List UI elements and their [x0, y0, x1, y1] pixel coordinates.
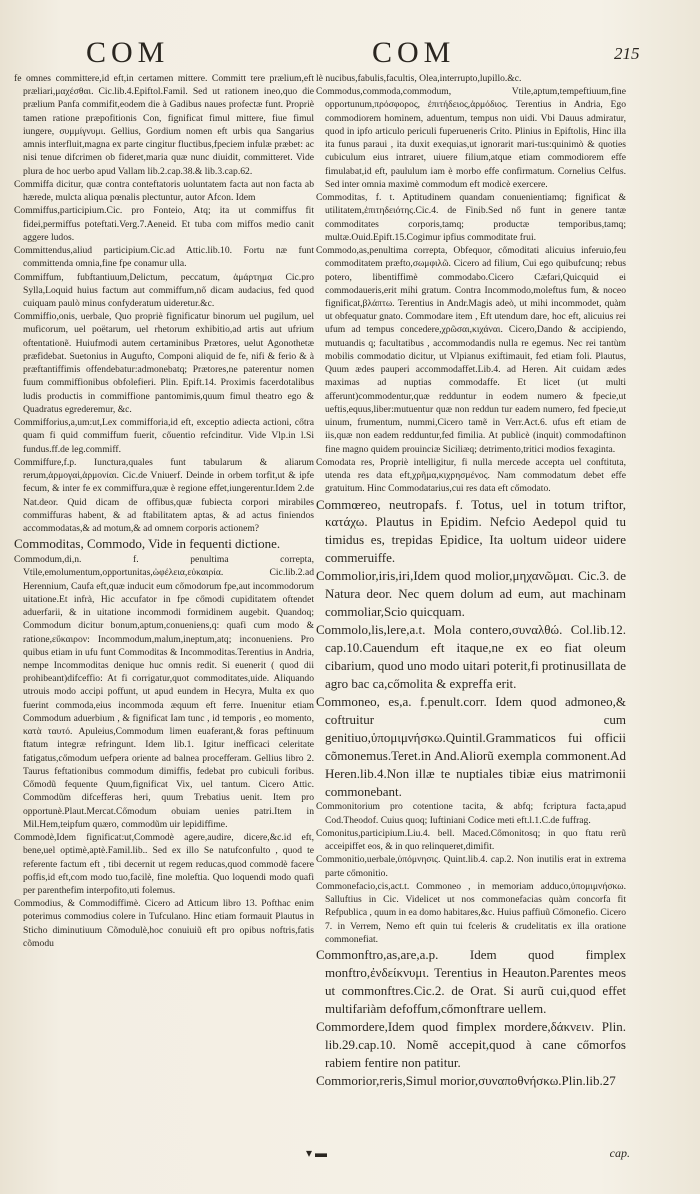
dictionary-entry: Commœreo, neutropafs. f. Totus, uel in totum triftor, κατάχω. Plautus in Epidim. Nefcio Aedepol quid tu timidus es, trepidas Epidice, Ita uoltum uideor uidere commeruiffe. — [316, 496, 626, 566]
dictionary-entry: Commodè,Idem fignificat:ut,Commodè agere,audire, dicere,&c.id eft, bene,uel optimè,aptè.Famil.lib.. Sed ex illo Se natufconfulto , quod te referente factum eft , tibi decernit ut regem reducas,quod commodè facere poffis,id eft,com modo tuo,facilè, fine moleftia. Quo loquendi modo quafi per parenthefim interpofito,uti folemus. — [14, 832, 314, 896]
dictionary-entry: fe omnes committere,id eft,in certamen mittere. Committ tere prælium,eft præliari,μαχέσθαι. Cic.lib.4.Epiftol.Famil. Sed ut rationem ineo,quo die prælium Panfa commifit,eodem die à Gadibus naues profectæ funt. Propriè tamen ratione præpofitionis Con, fignificat fimul mittere, fiue fimul iungere, συμμίγνυμι. Gellius, Gordium nomen eft urbis qua Sangarius amnis interfluit,magna ex parte cingitur fluctibus,fpeciem infulæ præbet: ac nisi tenue difcrimen ob fideret,maria quæ nunc diuidit, committeret. Vide plura de hoc uerbo apud Vallam lib.2.cap.38.& lib.3.cap.62. — [14, 73, 314, 177]
page-header — [0, 36, 700, 70]
left-column — [14, 72, 314, 1147]
dictionary-entry: Commonitio,uerbale,ὑπόμνησις. Quint.lib.4. cap.2. Non inutilis erat in extrema parte cőmonitio. — [316, 854, 626, 879]
dictionary-entry: Commodius, & Commodiffimè. Cicero ad Atticum libro 13. Pofthac enim poterimus commodius colere in Tufculano. Hinc etiam formauit Plautus in Sticho diminutiuum Cõmodulè,hoc conuiuiũ eft pro opibus noftris,fatis cõmodu — [14, 898, 314, 949]
right-column — [316, 72, 626, 1147]
dictionary-entry: Commonftro,as,are,a.p. Idem quod fimplex monftro,ἐνδείκνυμι. Terentius in Heauton.Parentes meos ut commonftres.Cic.2. de Orat. Si aurũ cui,quod effet multifariàm defoffum,cőmonftrare uellem. — [316, 947, 626, 1016]
dictionary-entry: Committendus,aliud participium.Cic.ad Attic.lib.10. Fortu næ funt committenda omnia,fine fpe conamur ulla. — [14, 245, 314, 270]
dictionary-entry: Commonefacio,cis,act.t. Commoneo , in memoriam adduco,ὑπομιμνήσκω. Salluftius in Cic. Videlicet ut nos commonefacias quàm concorfa fit Refpublica , quum in ea domo habitares,&c. Huius paffiuũ Cőmonefio. Cicero 7. in Verrem, Nemo eft quin tui fceleris & crudelitatis ex illa oratione commonefiat. — [316, 880, 626, 945]
dictionary-entry: Commodum,di,n. f. penultima correpta, Vtile,emolumentum,opportunitas,ὠφέλεια,εὐκαιρία. Cic.lib.2.ad Herennium, Caufa eft,quæ inducit eum cőmodorum fpe,aut incommodorum uitatione.Et infrà, Hic accufator in fpe cőmodi cupiditatem oftendet aduerfarii, & in uitatione incommodi formidinem augebit. Quandoq; Commodum dicitur bonum,aptum,conueniens,q: quafi cum modo & ratione,εὔκαιρον: Incommodum,malum,ineptum,atq; inconueniens. Pro quibus etiam in ufu funt Commoditas & Incommoditas.Terentius in Andria, nempe Incommoditas denique huc omnis redit. Si euenerit ( quod dii prohibeant)difceffio: At fi corrigatur,quot commoditates,uide. Aliquando utrouis modo accipi poffunt, ut apud eundem in Hecyra, Multa ex quo fuerint commoda,eius incommoda æquum eft ferre. Inuenitur etiam Commodum aduerbium , & fignificat Iam tunc , id temporis , eo momento, κατὰ ταυτό. Apuleius,Commodum limen euaferant,& foras peftinuum ftatum integræ refringunt. Idem lib.1. Igitur inefficaci celeritate fatigatus,cőmodum uefpera oriente ad balnea procefferam. Gellius libro 2. Taurus feftationibus commodum dimiffis, fedebat pro cubiculi foribus. Cőmodũ fequente Quum,fignificat Vix, uel tantum. Cicero Attic. Commodũm difcefferas heri, quum Trebatius uenit. Item pro opportunè.Plaut.Mercat.Cőmodum obuiam uenies patri.Item in Mil.Hem,teipfum quæro, commodũm uir lepidiffime. — [14, 554, 314, 830]
dictionary-entry: Commiffus,participium.Cic. pro Fonteio, Atq; ita ut commiffus fit fidei,permiffus poteftati.Verg.7.Aeneid. Et tuba com miffos medio canit aggere ludos. — [14, 205, 314, 243]
page-footer — [300, 1146, 630, 1166]
dictionary-entry: Commoditas, Commodo, Vide in fequenti dictione. — [14, 536, 281, 552]
running-head-left: COM — [86, 36, 170, 69]
dictionary-entry: Commoditas, f. t. Aptitudinem quandam conuenientiamq; fignificat & utilitatem,ἐπιτηδειότης.Cic.4. de Finib.Sed nő funt in genere tantæ commoditates corporis,tamq; productæ temporibus,tamq; multæ.Ouid.Epift.15.Cogimur ipfius commoditate frui. — [316, 192, 626, 243]
dictionary-entry: Commiffum, fubftantiuum,Delictum, peccatum, ἁμάρτημα Cic.pro Sylla,Loquid huius factum aut commiffum,nő dicam audacius, fed quod cuiquam paulò minus confyderatum uideretur.&c. — [14, 271, 314, 309]
dictionary-entry: Commodus,commoda,commodum, Vtile,aptum,tempeftiuum,fine opportunum,πρόσφορος, ἐπιτήδειος,ἁρμόδιος. Terentius in Andria, Ego commodiorem hominem, aduentum, tempus non uidi. Vbi Dauus admiratur, quod in ipfo articulo periculi fuperueneris Crito. Plinius in Epiftolis, Hinc illa ita funus paraui , ita duxit exequias,ut ignorarit mari-tus:quinimò & quoties cubiculum eius intraret, uiuere filium,atque etiam commodiorem effe fimulabat,id eft, paululum iam è morbo effe confirmatum. Cornelius Celfus. Sed inter omnia maximè commodum eft modicè exercere. — [316, 86, 626, 190]
dictionary-entry: Commiffa dicitur, quæ contra conteftatoris uoluntatem facta aut non facta ab hærede, mulcta aliqua pœnalis plectuntur, autor Afcon. Idem — [14, 178, 314, 204]
catchword: cap. — [609, 1146, 630, 1160]
dictionary-entry: Commolior,iris,iri,Idem quod molior,μηχανῶμαι. Cic.3. de Natura deor. Nec quem dolum ad eum, aut machinam commoliar,Scio quicquam. — [316, 568, 626, 620]
running-head-right: COM — [372, 36, 456, 69]
dictionary-entry: lè nucibus,fabulis,facultis, Olea,interrupto,lupillo.&c. — [316, 73, 522, 84]
dictionary-entry: Commonitorium pro cotentione tacita, & abfq; fcriptura facta,apud Cod.Theodof. Cuius quoq; Iuftiniani Codice meti eft.l.1.C.de fuffrag. — [316, 801, 626, 826]
dictionary-entry: Commoneo, es,a. f.penult.corr. Idem quod admoneo,& coftruitur cum genitiuo,ὑπομιμνήσκω.Quintil.Grammaticos fui officii cõmonemus.Teret.in And.Aliorũ exempla commonent.Ad Heren.lib.4.Non illæ te nuptiales tibiæ eius matrimonii commonebant. — [316, 693, 626, 799]
dictionary-entry: Commiffio,onis, uerbale, Quo propriè fignificatur binorum uel pugilum, uel muficorum, uel poëtarum, uel rhetorum exhibitio,ad artis aut ufrium oftentationẽ. Huiufmodi autem certaminibus Prætores, uelut Agonothetæ præfidebat. Suetonius in Augufto, Componi aliquid de fe, nifi & ferio & à præftantiffimis offendebatur:admonebatq; Prætores,ne paterentur nomen fuum commiffionibus obfolefieri. Plin. Epift.14. Proximis facerdotalibus ludis productis in commiffione pantomimis,quum fimul theatro ego & Quadratus egrederemur, &c. — [14, 311, 314, 415]
dictionary-entry: Commordere,Idem quod fimplex mordere,δάκνειν. Plin. lib.29.cap.10. Nomẽ accepit,quod à cane cőmorfos rabiem fentire non patitur. — [316, 1018, 626, 1070]
page-number: 215 — [614, 44, 640, 63]
dictionary-entry: Commifforius,a,um:ut,Lex commifforia,id eft, exceptio adiecta actioni, cőtra quam fi quid commiffum fuerit, cőuentio refcinditur. Vide Vlp.in l.Si fundus.ff.de leg.commiff. — [14, 417, 314, 455]
dictionary-entry: Commolo,lis,lere,a.t. Mola contero,συναλθώ. Col.lib.12. cap.10.Cauendum eft itaque,ne ex eo fiat oleum cibarium, quod uno modo uitari poterit,fi protinusillata de agro bac ca,cőmolita & expreffa erit. — [316, 622, 626, 691]
dictionary-entry: Commiffure,f.p. Iunctura,quales funt tabularum & aliarum rerum,ἁρμογαὶ,ἁρμονίαι. Cic.de Vniuerf. Deinde in orbem torfit,ut & ipfe fecum, & inter fe ex commiffura,quæ è regione effet,iungerentur.Idem 2.de Nat.deor. Quid dicam de offibus,quæ fubiecta corpori mirabiles commiffuras habent, & ad ftabilitatem aptas, & ad actus finiendos accommodatas,& ad motum,& ad omnem corporis actionem? — [14, 456, 314, 534]
dictionary-entry: Comonitus,participium.Liu.4. bell. Maced.Cőmonitosq; in quo ftatu rerũ acceipiffet eos, & in quo relinqueret,dimifit. — [316, 827, 626, 853]
dictionary-entry: Commorior,reris,Simul morior,συναποθνήσκω.Plin.lib.27 — [316, 1072, 616, 1088]
signature-mark: ▾ ▬ — [306, 1146, 328, 1160]
dictionary-entry: Comodata res, Propriè intelligitur, fi nulla mercede accepta uel conftituta, utenda res data eft,χρῆμα,κιχρησμένος. Nam commodatum debet effe gratuitum. Hinc Commodatarius,cui res data eft cőmodato. — [316, 456, 626, 495]
dictionary-entry: Commodo,as,penultima correpta, Obfequor, cőmoditati alicuius inferuio,feu commoditatem præfto,σωμφιλῶ. Cicero ad filium, Cui ego quibufcunq; rebus potero, libentiffimè commodabo.Cicero Cæfari,Quicquid ei commodaueris,erit mihi gratum. Contra Incommodo,moleftus fum, & noceo fignificat,βλάπτω. Terentius in Andr.Magis adeò, ut mihi incommodet, quàm ut obfequatur gnato. Commodare item , Eft utendum dare, hoc eft, alicuius rei ufum ad tempus concedere,χρῶσαι,κιχάναι. Cicero,Dando & accipiendo, mutuandis q; facultatibus , accommodandis nulla re egemus. Nec rei tantùm mobilis commodatio dicitur, ut Vlpianus exiftimauit, fed etiam foli. Plautus, Quum ædes pauperi accommodaffet.Lib.4. ad Heren. Ait cuidam ædes maximas ad nuptias commodaffe. Et licet (ut multi afferunt)commodentur,quæ redduntur in eodem numero & fpecie,ut ueftis,equus,liber:mutuentur quæ non reddun tur eadem numero, fed fpecie,ut uinum, frumentum, nummi,Cicero tamẽ in Verr.Act.6. ufus eft etiam de iis,quæ non eadem redduntur,fed fimilia. At publicè (inquit) commodaftinon fine magno quidem prouinciæ Siciliæq; detrimento,tritici modios fexaginta. — [316, 245, 626, 455]
